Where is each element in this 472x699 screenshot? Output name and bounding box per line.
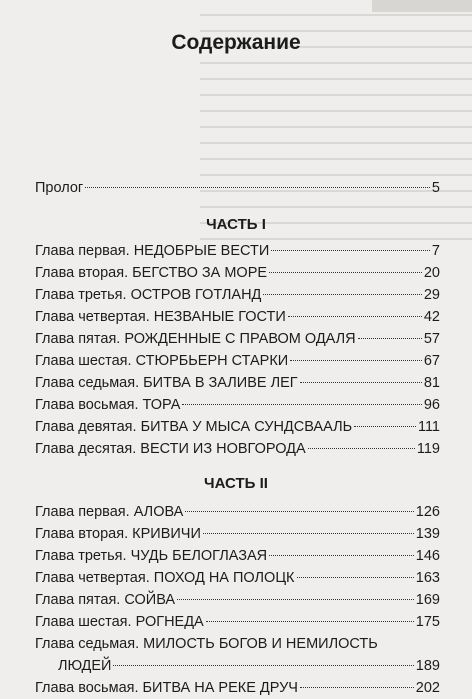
dot-leader bbox=[206, 621, 414, 622]
dot-leader bbox=[300, 382, 422, 383]
part-heading: ЧАСТЬ II bbox=[204, 475, 268, 492]
entry-title: Глава восьмая. ТОРА bbox=[35, 397, 181, 413]
entry-page: 146 bbox=[415, 548, 440, 564]
toc-entry-continuation bbox=[58, 656, 440, 677]
entry-page: 139 bbox=[415, 526, 440, 542]
entry-page: 67 bbox=[423, 353, 440, 369]
toc-entry bbox=[35, 263, 440, 284]
dot-leader bbox=[271, 250, 430, 251]
toc-entry bbox=[35, 524, 440, 545]
entry-title: Глава пятая. РОЖДЕННЫЕ С ПРАВОМ ОДАЛЯ bbox=[35, 331, 356, 347]
entry-page: 202 bbox=[415, 680, 440, 696]
dot-leader bbox=[358, 338, 422, 339]
entry-page: 20 bbox=[423, 265, 440, 281]
entry-page: 189 bbox=[415, 658, 440, 674]
toc-entry bbox=[35, 568, 440, 589]
entry-title: Глава восьмая. БИТВА НА РЕКЕ ДРУЧ bbox=[35, 680, 298, 696]
entry-title: Глава первая. АЛОВА bbox=[35, 504, 184, 520]
entry-title: Глава шестая. РОГНЕДА bbox=[35, 614, 204, 630]
entry-page: 169 bbox=[415, 592, 440, 608]
toc-entry bbox=[35, 417, 440, 438]
entry-page: 163 bbox=[415, 570, 440, 586]
toc-entry bbox=[35, 395, 440, 416]
toc-entry bbox=[35, 502, 440, 523]
dot-leader bbox=[308, 448, 415, 449]
dot-leader bbox=[85, 187, 430, 188]
entry-title: Глава третья. ЧУДЬ БЕЛОГЛАЗАЯ bbox=[35, 548, 268, 564]
page-title: Содержание bbox=[171, 31, 301, 54]
dot-leader bbox=[177, 599, 414, 600]
dot-leader bbox=[269, 555, 414, 556]
entry-title: Глава седьмая. МИЛОСТЬ БОГОВ И НЕМИЛОСТЬ bbox=[35, 636, 378, 652]
dot-leader bbox=[113, 665, 413, 666]
dot-leader bbox=[269, 272, 422, 273]
entry-page: 7 bbox=[431, 243, 440, 259]
toc-entry bbox=[35, 307, 440, 328]
entry-page: 175 bbox=[415, 614, 440, 630]
toc-entry bbox=[35, 590, 440, 611]
entry-title: Глава десятая. ВЕСТИ ИЗ НОВГОРОДА bbox=[35, 441, 306, 457]
entry-title: Глава четвертая. НЕЗВАНЫЕ ГОСТИ bbox=[35, 309, 286, 325]
toc-entry bbox=[35, 329, 440, 350]
toc-entry bbox=[35, 285, 440, 306]
entry-page: 126 bbox=[415, 504, 440, 520]
entry-title: Глава пятая. СОЙВА bbox=[35, 592, 176, 608]
toc-entry-wrapped bbox=[35, 634, 378, 655]
dot-leader bbox=[182, 404, 421, 405]
entry-title: Глава девятая. БИТВА У МЫСА СУНДСВААЛЬ bbox=[35, 419, 353, 435]
toc-entry bbox=[35, 351, 440, 372]
page-corner-shadow bbox=[372, 0, 472, 12]
toc-entry bbox=[35, 678, 440, 698]
dot-leader bbox=[300, 687, 414, 688]
entry-page: 42 bbox=[423, 309, 440, 325]
entry-page: 96 bbox=[423, 397, 440, 413]
dot-leader bbox=[288, 316, 422, 317]
entry-page: 119 bbox=[416, 441, 440, 457]
entry-title: Глава первая. НЕДОБРЫЕ ВЕСТИ bbox=[35, 243, 270, 259]
entry-page: 5 bbox=[431, 180, 440, 196]
entry-title: Глава вторая. КРИВИЧИ bbox=[35, 526, 201, 542]
entry-title: Глава шестая. СТЮРБЬЕРН СТАРКИ bbox=[35, 353, 289, 369]
entry-page: 57 bbox=[423, 331, 440, 347]
entry-page: 111 bbox=[417, 419, 440, 435]
entry-title: Глава вторая. БЕГСТВО ЗА МОРЕ bbox=[35, 265, 268, 281]
dot-leader bbox=[185, 511, 413, 512]
entry-page: 29 bbox=[423, 287, 440, 303]
toc-entry bbox=[35, 612, 440, 633]
dot-leader bbox=[203, 533, 414, 534]
dot-leader bbox=[263, 294, 421, 295]
dot-leader bbox=[354, 426, 416, 427]
toc-entry-prologue bbox=[35, 178, 440, 199]
dot-leader bbox=[297, 577, 414, 578]
toc-entry bbox=[35, 241, 440, 262]
entry-title: Глава третья. ОСТРОВ ГОТЛАНД bbox=[35, 287, 262, 303]
toc-entry bbox=[35, 439, 440, 460]
entry-title: Глава седьмая. БИТВА В ЗАЛИВЕ ЛЕГ bbox=[35, 375, 298, 391]
toc-entry bbox=[35, 546, 440, 567]
dot-leader bbox=[290, 360, 422, 361]
entry-title: ЛЮДЕЙ bbox=[58, 658, 112, 674]
part-heading: ЧАСТЬ I bbox=[206, 216, 266, 233]
entry-title: Пролог bbox=[35, 180, 84, 196]
entry-page: 81 bbox=[423, 375, 440, 391]
toc-entry bbox=[35, 373, 440, 394]
entry-title: Глава четвертая. ПОХОД НА ПОЛОЦК bbox=[35, 570, 295, 586]
